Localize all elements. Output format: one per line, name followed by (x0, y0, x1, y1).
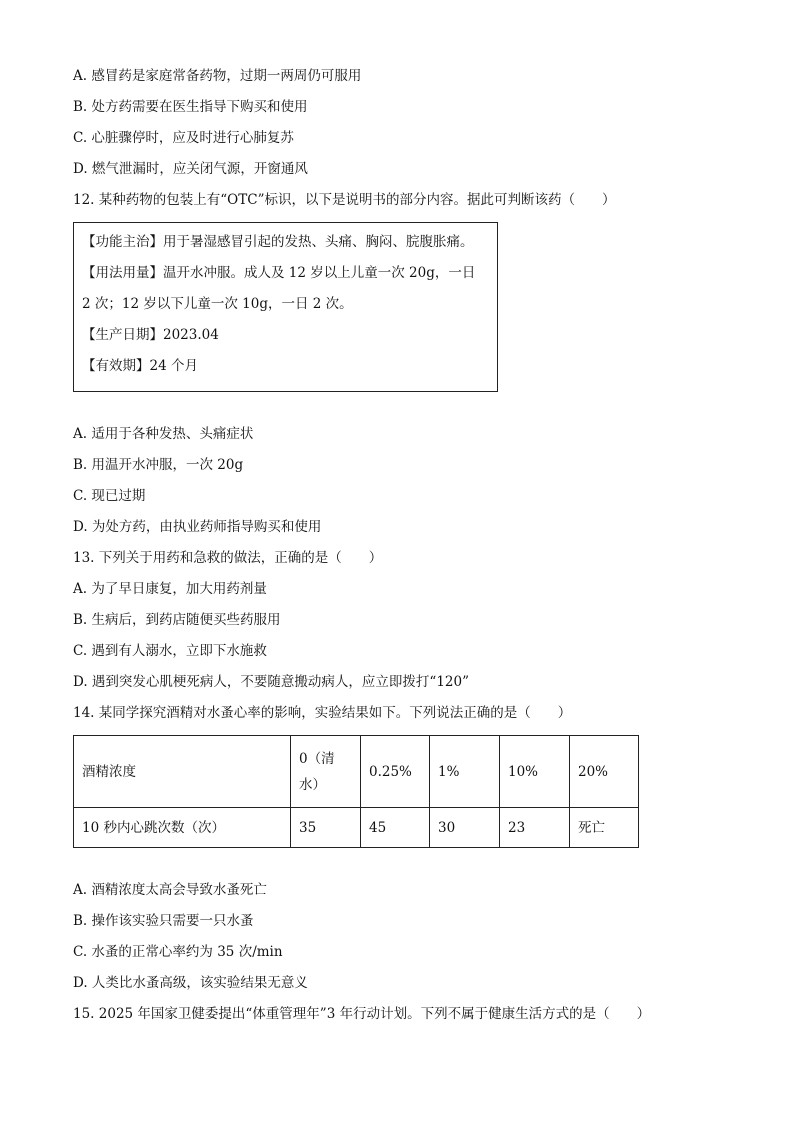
table-cell: 23 (500, 808, 570, 848)
table-cell: 10% (500, 736, 570, 808)
table-cell: 1% (430, 736, 500, 808)
q14-option-a: A. 酒精浓度太高会导致水蚤死亡 (73, 882, 267, 898)
q12-option-d: D. 为处方药，由执业药师指导购买和使用 (73, 519, 322, 535)
q15-stem: 15. 2025 年国家卫健委提出“体重管理年”3 年行动计划。下列不属于健康生活方式的是（ ） (73, 1006, 651, 1022)
table-cell: 35 (291, 808, 361, 848)
q11-option-a: A. 感冒药是家庭常备药物，过期一两周仍可服用 (73, 68, 362, 84)
table-cell (291, 736, 361, 808)
medicine-label-box (73, 222, 498, 392)
table-cell: 30 (430, 808, 500, 848)
q12-option-b: B. 用温开水冲服，一次 20g (73, 457, 244, 473)
q13-stem: 13. 下列关于用药和急救的做法，正确的是（ ） (73, 550, 383, 566)
exam-page (73, 66, 723, 1035)
q13-option-a: A. 为了早日康复，加大用药剂量 (73, 581, 267, 597)
table-cell: 45 (361, 808, 430, 848)
q14-stem: 14. 某同学探究酒精对水蚤心率的影响，实验结果如下。下列说法正确的是（ ） (73, 705, 572, 721)
q14-option-d: D. 人类比水蚤高级，该实验结果无意义 (73, 975, 308, 991)
table-row (74, 808, 639, 848)
q12-option-c: C. 现已过期 (73, 488, 146, 504)
label-dosage-cont: 2 次；12 岁以下儿童一次 10g，一日 2 次。 (82, 296, 353, 312)
q12-stem: 12. 某种药物的包装上有“OTC”标识，以下是说明书的部分内容。据此可判断该药（ ） (73, 192, 616, 208)
label-production-date: 【生产日期】2023.04 (82, 327, 219, 343)
table-header-row (74, 736, 639, 808)
experiment-table (73, 735, 639, 848)
q13-option-d: D. 遇到突发心肌梗死病人，不要随意搬动病人，应立即拨打“120” (73, 674, 469, 690)
label-dosage: 【用法用量】温开水冲服。成人及 12 岁以上儿童一次 20g，一日 (82, 265, 476, 281)
q14-option-b: B. 操作该实验只需要一只水蚤 (73, 913, 254, 929)
table-cell-text: 0（清水） (299, 750, 335, 793)
table-cell: 酒精浓度 (74, 736, 291, 808)
q11-option-d: D. 燃气泄漏时，应关闭气源，开窗通风 (73, 161, 308, 177)
q12-option-a: A. 适用于各种发热、头痛症状 (73, 426, 254, 442)
q11-option-b: B. 处方药需要在医生指导下购买和使用 (73, 99, 308, 115)
table-cell: 20% (570, 736, 639, 808)
table-cell: 10 秒内心跳次数（次） (74, 808, 291, 848)
label-indications: 【功能主治】用于暑湿感冒引起的发热、头痛、胸闷、脘腹胀痛。 (82, 234, 474, 250)
table-cell: 0.25% (361, 736, 430, 808)
q13-option-b: B. 生病后，到药店随便买些药服用 (73, 612, 281, 628)
q14-option-c: C. 水蚤的正常心率约为 35 次/min (73, 944, 283, 960)
q13-option-c: C. 遇到有人溺水，立即下水施救 (73, 643, 267, 659)
label-shelf-life: 【有效期】24 个月 (82, 358, 198, 374)
q11-option-c: C. 心脏骤停时，应及时进行心肺复苏 (73, 130, 294, 146)
table-cell: 死亡 (570, 808, 639, 848)
